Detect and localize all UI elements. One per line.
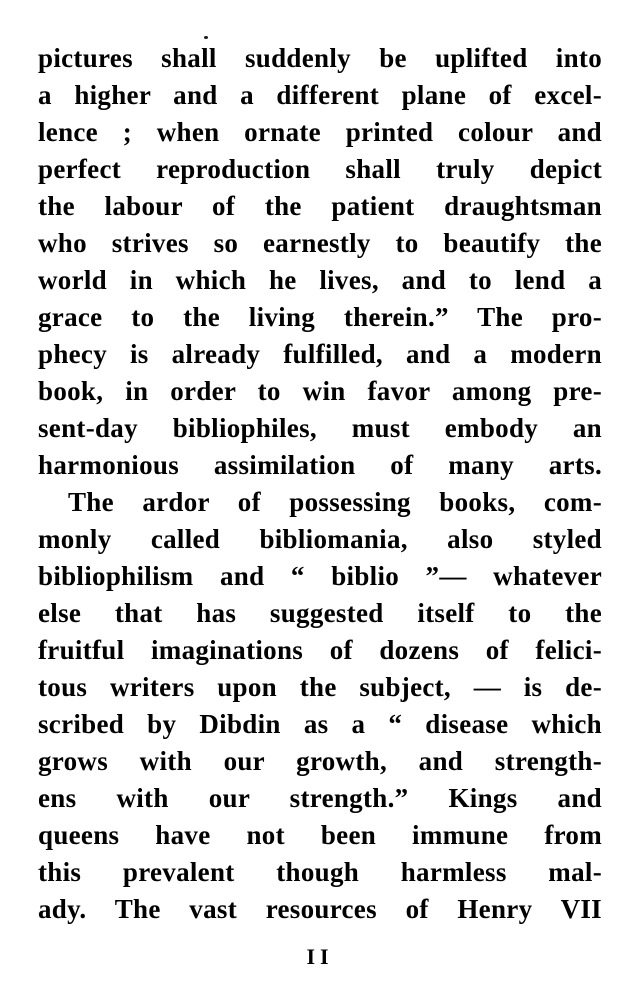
text-line: lence ; when ornate printed colour and [38,117,602,147]
text-line: world in which he lives, and to lend a [38,265,602,295]
text-line: queens have not been immune from [38,820,602,850]
text-line: monly called bibliomania, also styled [38,524,602,554]
text-line: harmonious assimilation of many arts. [38,450,602,480]
page-text [38,40,602,928]
text-line: grace to the living therein.” The pro- [38,302,602,332]
text-line: a higher and a different plane of excel- [38,80,602,110]
text-line: sent-day bibliophiles, must embody an [38,413,602,443]
text-line: this prevalent though harmless mal- [38,857,602,887]
text-line: bibliophilism and “ biblio ”— whatever [38,561,602,591]
text-line: ens with our strength.” Kings and [38,783,602,813]
page-number: II [306,944,334,969]
text-line: grows with our growth, and strength- [38,746,602,776]
text-line: ady. The vast resources of Henry VII [38,894,602,924]
text-line: phecy is already fulfilled, and a modern [38,339,602,369]
text-line: perfect reproduction shall truly depict [38,154,602,184]
text-line: the labour of the patient draughtsman [38,191,602,221]
text-line: pictures shall suddenly be uplifted into [38,43,602,73]
text-line: book, in order to win favor among pre- [38,376,602,406]
ink-speck [204,36,208,39]
text-line: fruitful imaginations of dozens of felici- [38,635,602,665]
text-line: The ardor of possessing books, com- [68,487,602,517]
text-line: else that has suggested itself to the [38,598,602,628]
text-line: tous writers upon the subject, — is de- [38,672,602,702]
text-line: scribed by Dibdin as a “ disease which [38,709,602,739]
text-line: who strives so earnestly to beautify the [38,228,602,258]
